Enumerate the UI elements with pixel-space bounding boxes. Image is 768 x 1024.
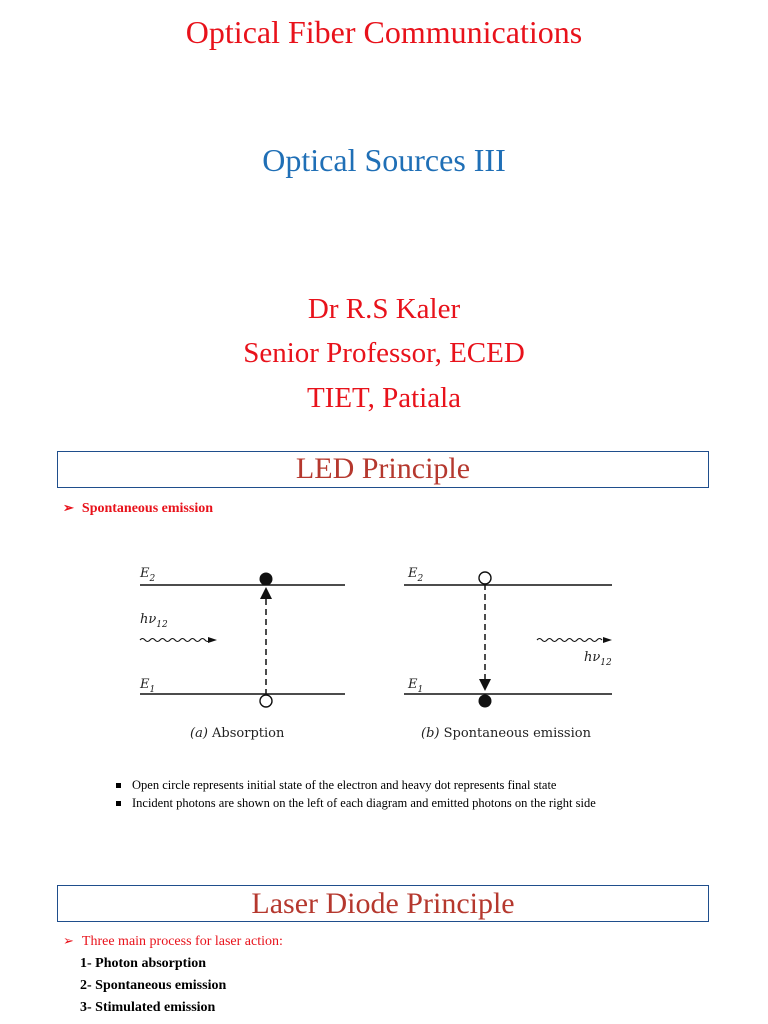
incident-photon-wave (140, 639, 210, 642)
laser-action-intro-text: Three main process for laser action: (81, 934, 283, 949)
arrow-bullet-icon: ➢ (63, 500, 74, 515)
note-item: Incident photons are shown on the left of each diagram and emitted photons on the right side (116, 796, 596, 811)
square-bullet-icon (116, 801, 121, 806)
spontaneous-emission-label: Spontaneous emission (81, 501, 213, 516)
left-photon-label: $h\nu_{12}$ (140, 612, 168, 630)
absorption-caption: (a) Absorption (190, 726, 285, 741)
spontaneous-emission-diagram (404, 566, 612, 741)
spontaneous-emission-caption: (b) Spontaneous emission (421, 726, 591, 741)
absorption-diagram (139, 566, 345, 741)
author-name: Dr R.S Kaler (307, 293, 461, 325)
note-item: Open circle represents initial state of the electron and heavy dot represents final state (116, 778, 556, 793)
right-upper-level-label: $E_2$ (408, 566, 424, 584)
subtitle: Optical Sources III (262, 142, 506, 178)
initial-state-circle-icon (479, 572, 491, 584)
process-step: 2- Spontaneous emission (80, 978, 227, 993)
led-principle-heading: LED Principle (57, 451, 709, 488)
author-role: Senior Professor, ECED (243, 337, 525, 369)
emitted-photon-wave (537, 639, 602, 642)
right-lower-level-label: $E_1$ (408, 677, 424, 695)
incident-photon-arrow-icon (208, 637, 217, 643)
process-step: 1- Photon absorption (80, 956, 207, 971)
final-state-dot-icon (479, 695, 492, 708)
right-photon-label: $h\nu_{12}$ (584, 650, 612, 668)
process-step: 3- Stimulated emission (80, 1000, 216, 1015)
energy-level-diagram (0, 550, 768, 750)
title: Optical Fiber Communications (185, 14, 583, 50)
emitted-photon-arrow-icon (603, 637, 612, 643)
arrow-bullet-icon: ➢ (63, 933, 74, 948)
left-upper-level-label: $E_2$ (140, 566, 156, 584)
laser-diode-principle-heading: Laser Diode Principle (57, 885, 709, 922)
square-bullet-icon (116, 783, 121, 788)
author-institution: TIET, Patiala (306, 382, 462, 414)
final-state-dot-icon (260, 573, 273, 586)
left-lower-level-label: $E_1$ (140, 677, 156, 695)
initial-state-circle-icon (260, 695, 272, 707)
spontaneous-emission-heading (63, 500, 213, 517)
laser-action-intro (63, 933, 283, 950)
